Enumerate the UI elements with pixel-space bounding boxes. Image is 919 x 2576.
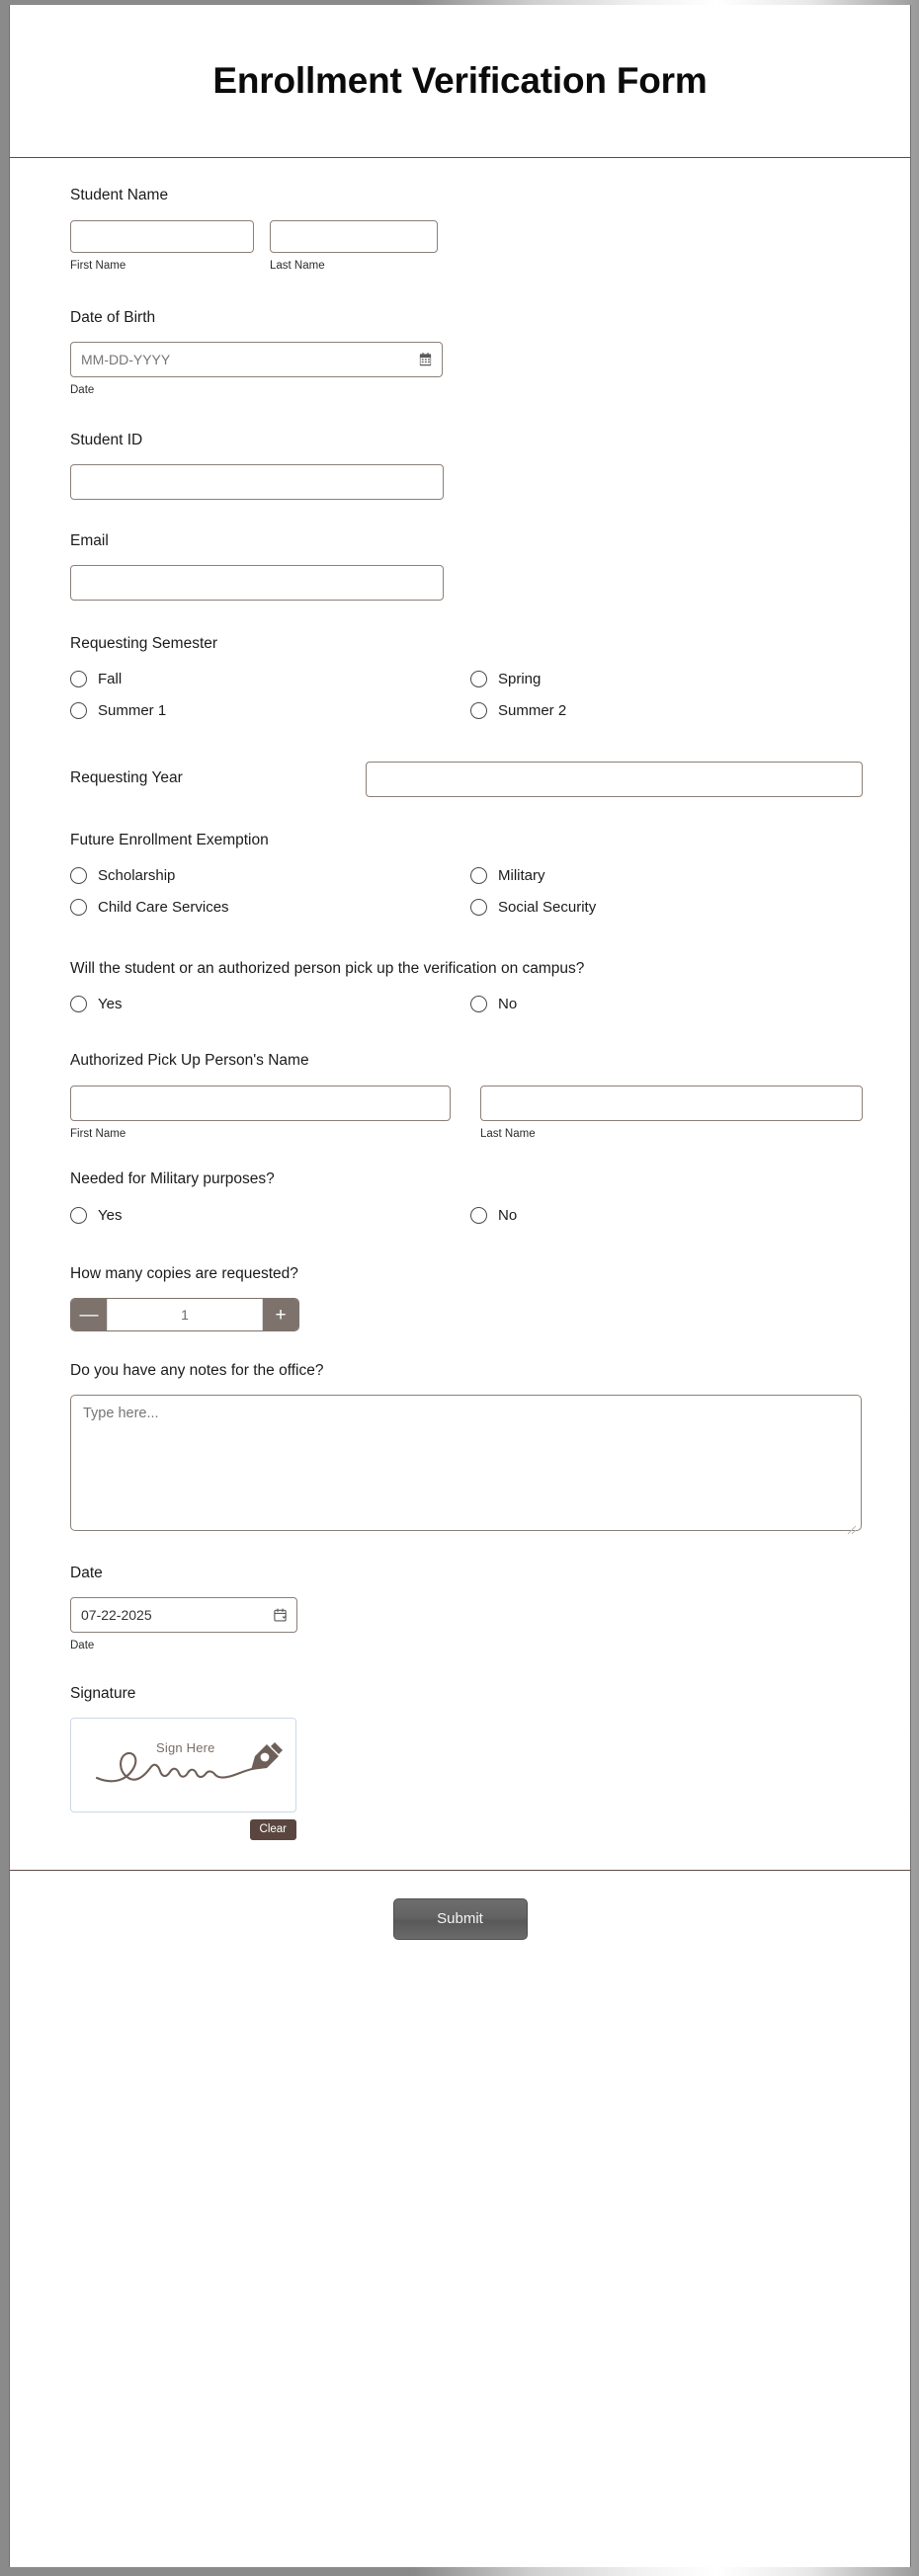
radio-circle-icon — [70, 1207, 87, 1224]
field-date-of-birth — [10, 272, 910, 396]
notes-label: Do you have any notes for the office? — [70, 1362, 324, 1380]
student-last-name-input[interactable] — [270, 220, 438, 253]
date-of-birth-sublabel: Date — [70, 383, 95, 396]
field-pickup-question — [10, 924, 910, 1020]
date-of-birth-input[interactable] — [70, 342, 443, 377]
copies-label: How many copies are requested? — [70, 1265, 298, 1283]
form-body — [10, 158, 910, 1870]
radio-semester-spring[interactable] — [470, 668, 871, 691]
radio-exemption-scholarship[interactable] — [70, 864, 470, 888]
radio-semester-summer-1[interactable] — [70, 699, 470, 723]
field-email — [10, 500, 910, 601]
radio-circle-icon — [70, 702, 87, 719]
notes-textarea[interactable] — [70, 1395, 862, 1531]
radio-circle-icon — [470, 867, 487, 884]
date-of-birth-label: Date of Birth — [70, 308, 156, 326]
student-id-label: Student ID — [70, 431, 143, 448]
radio-pickup-yes[interactable] — [70, 992, 470, 1015]
requesting-semester-label: Requesting Semester — [70, 634, 218, 652]
signature-pad[interactable] — [70, 1718, 296, 1812]
student-id-input[interactable] — [70, 464, 444, 500]
field-date — [10, 1536, 910, 1651]
field-future-enrollment-exemption — [10, 797, 910, 924]
form-footer — [10, 1870, 910, 2016]
field-requesting-semester — [10, 601, 910, 727]
copies-stepper — [70, 1298, 299, 1331]
radio-label: Spring — [498, 671, 542, 688]
radio-circle-icon — [470, 1207, 487, 1224]
signature-clear-button[interactable]: Clear — [250, 1819, 296, 1840]
signature-scribble-icon — [71, 1719, 296, 1812]
submit-button[interactable]: Submit — [393, 1898, 528, 1940]
radio-semester-fall[interactable] — [70, 668, 470, 691]
field-notes — [10, 1331, 910, 1536]
copies-value[interactable]: 1 — [107, 1299, 263, 1330]
field-signature — [10, 1651, 910, 1870]
field-authorized-pickup-name — [10, 1019, 910, 1140]
radio-label: Summer 1 — [98, 702, 167, 720]
signature-label: Signature — [70, 1685, 136, 1703]
copies-increment-button[interactable]: + — [263, 1299, 298, 1330]
student-name-label: Student Name — [70, 187, 169, 203]
pickup-question-label: Will the student or an authorized person pick up the verification on campus? — [70, 959, 585, 977]
radio-label: Child Care Services — [98, 899, 229, 917]
radio-label: No — [498, 995, 518, 1012]
date-label: Date — [70, 1565, 103, 1582]
radio-military-no[interactable] — [470, 1203, 871, 1227]
copies-decrement-button[interactable]: — — [71, 1299, 107, 1330]
field-requesting-year — [10, 727, 910, 797]
authorized-last-name-sublabel: Last Name — [480, 1128, 536, 1141]
authorized-last-name-input[interactable] — [480, 1086, 863, 1121]
radio-circle-icon — [70, 899, 87, 916]
radio-label: Scholarship — [98, 867, 176, 885]
future-enrollment-exemption-label: Future Enrollment Exemption — [70, 831, 269, 848]
authorized-first-name-input[interactable] — [70, 1086, 451, 1121]
email-label: Email — [70, 531, 109, 549]
radio-exemption-child-care-services[interactable] — [70, 896, 470, 920]
email-input[interactable] — [70, 565, 444, 601]
radio-exemption-social-security[interactable] — [470, 896, 871, 920]
radio-circle-icon — [470, 671, 487, 687]
form-sheet — [9, 5, 911, 2567]
signature-hint: Sign Here — [156, 1739, 215, 1755]
radio-label: Yes — [98, 995, 123, 1012]
page-title: Enrollment Verification Form — [212, 59, 708, 101]
radio-circle-icon — [70, 867, 87, 884]
radio-label: No — [498, 1206, 518, 1224]
field-student-name — [10, 158, 910, 272]
radio-circle-icon — [470, 702, 487, 719]
radio-label: Military — [498, 867, 545, 885]
radio-label: Fall — [98, 671, 123, 688]
date-sublabel: Date — [70, 1640, 95, 1652]
authorized-name-label: Authorized Pick Up Person's Name — [70, 1052, 309, 1070]
radio-exemption-military[interactable] — [470, 864, 871, 888]
student-last-name-sublabel: Last Name — [270, 259, 325, 272]
form-header — [10, 5, 910, 158]
radio-circle-icon — [70, 996, 87, 1012]
authorized-first-name-sublabel: First Name — [70, 1128, 126, 1141]
radio-pickup-no[interactable] — [470, 992, 871, 1015]
field-copies — [10, 1231, 910, 1331]
radio-label: Summer 2 — [498, 702, 567, 720]
requesting-year-label: Requesting Year — [70, 769, 183, 787]
radio-circle-icon — [70, 671, 87, 687]
student-first-name-sublabel: First Name — [70, 259, 126, 272]
radio-circle-icon — [470, 899, 487, 916]
radio-semester-summer-2[interactable] — [470, 699, 871, 723]
field-student-id — [10, 396, 910, 500]
radio-circle-icon — [470, 996, 487, 1012]
radio-label: Yes — [98, 1206, 123, 1224]
date-input[interactable] — [70, 1597, 297, 1633]
military-question-label: Needed for Military purposes? — [70, 1170, 275, 1188]
field-military-question — [10, 1140, 910, 1231]
radio-label: Social Security — [498, 899, 597, 917]
student-first-name-input[interactable] — [70, 220, 254, 253]
requesting-year-input[interactable] — [366, 762, 863, 797]
radio-military-yes[interactable] — [70, 1203, 470, 1227]
